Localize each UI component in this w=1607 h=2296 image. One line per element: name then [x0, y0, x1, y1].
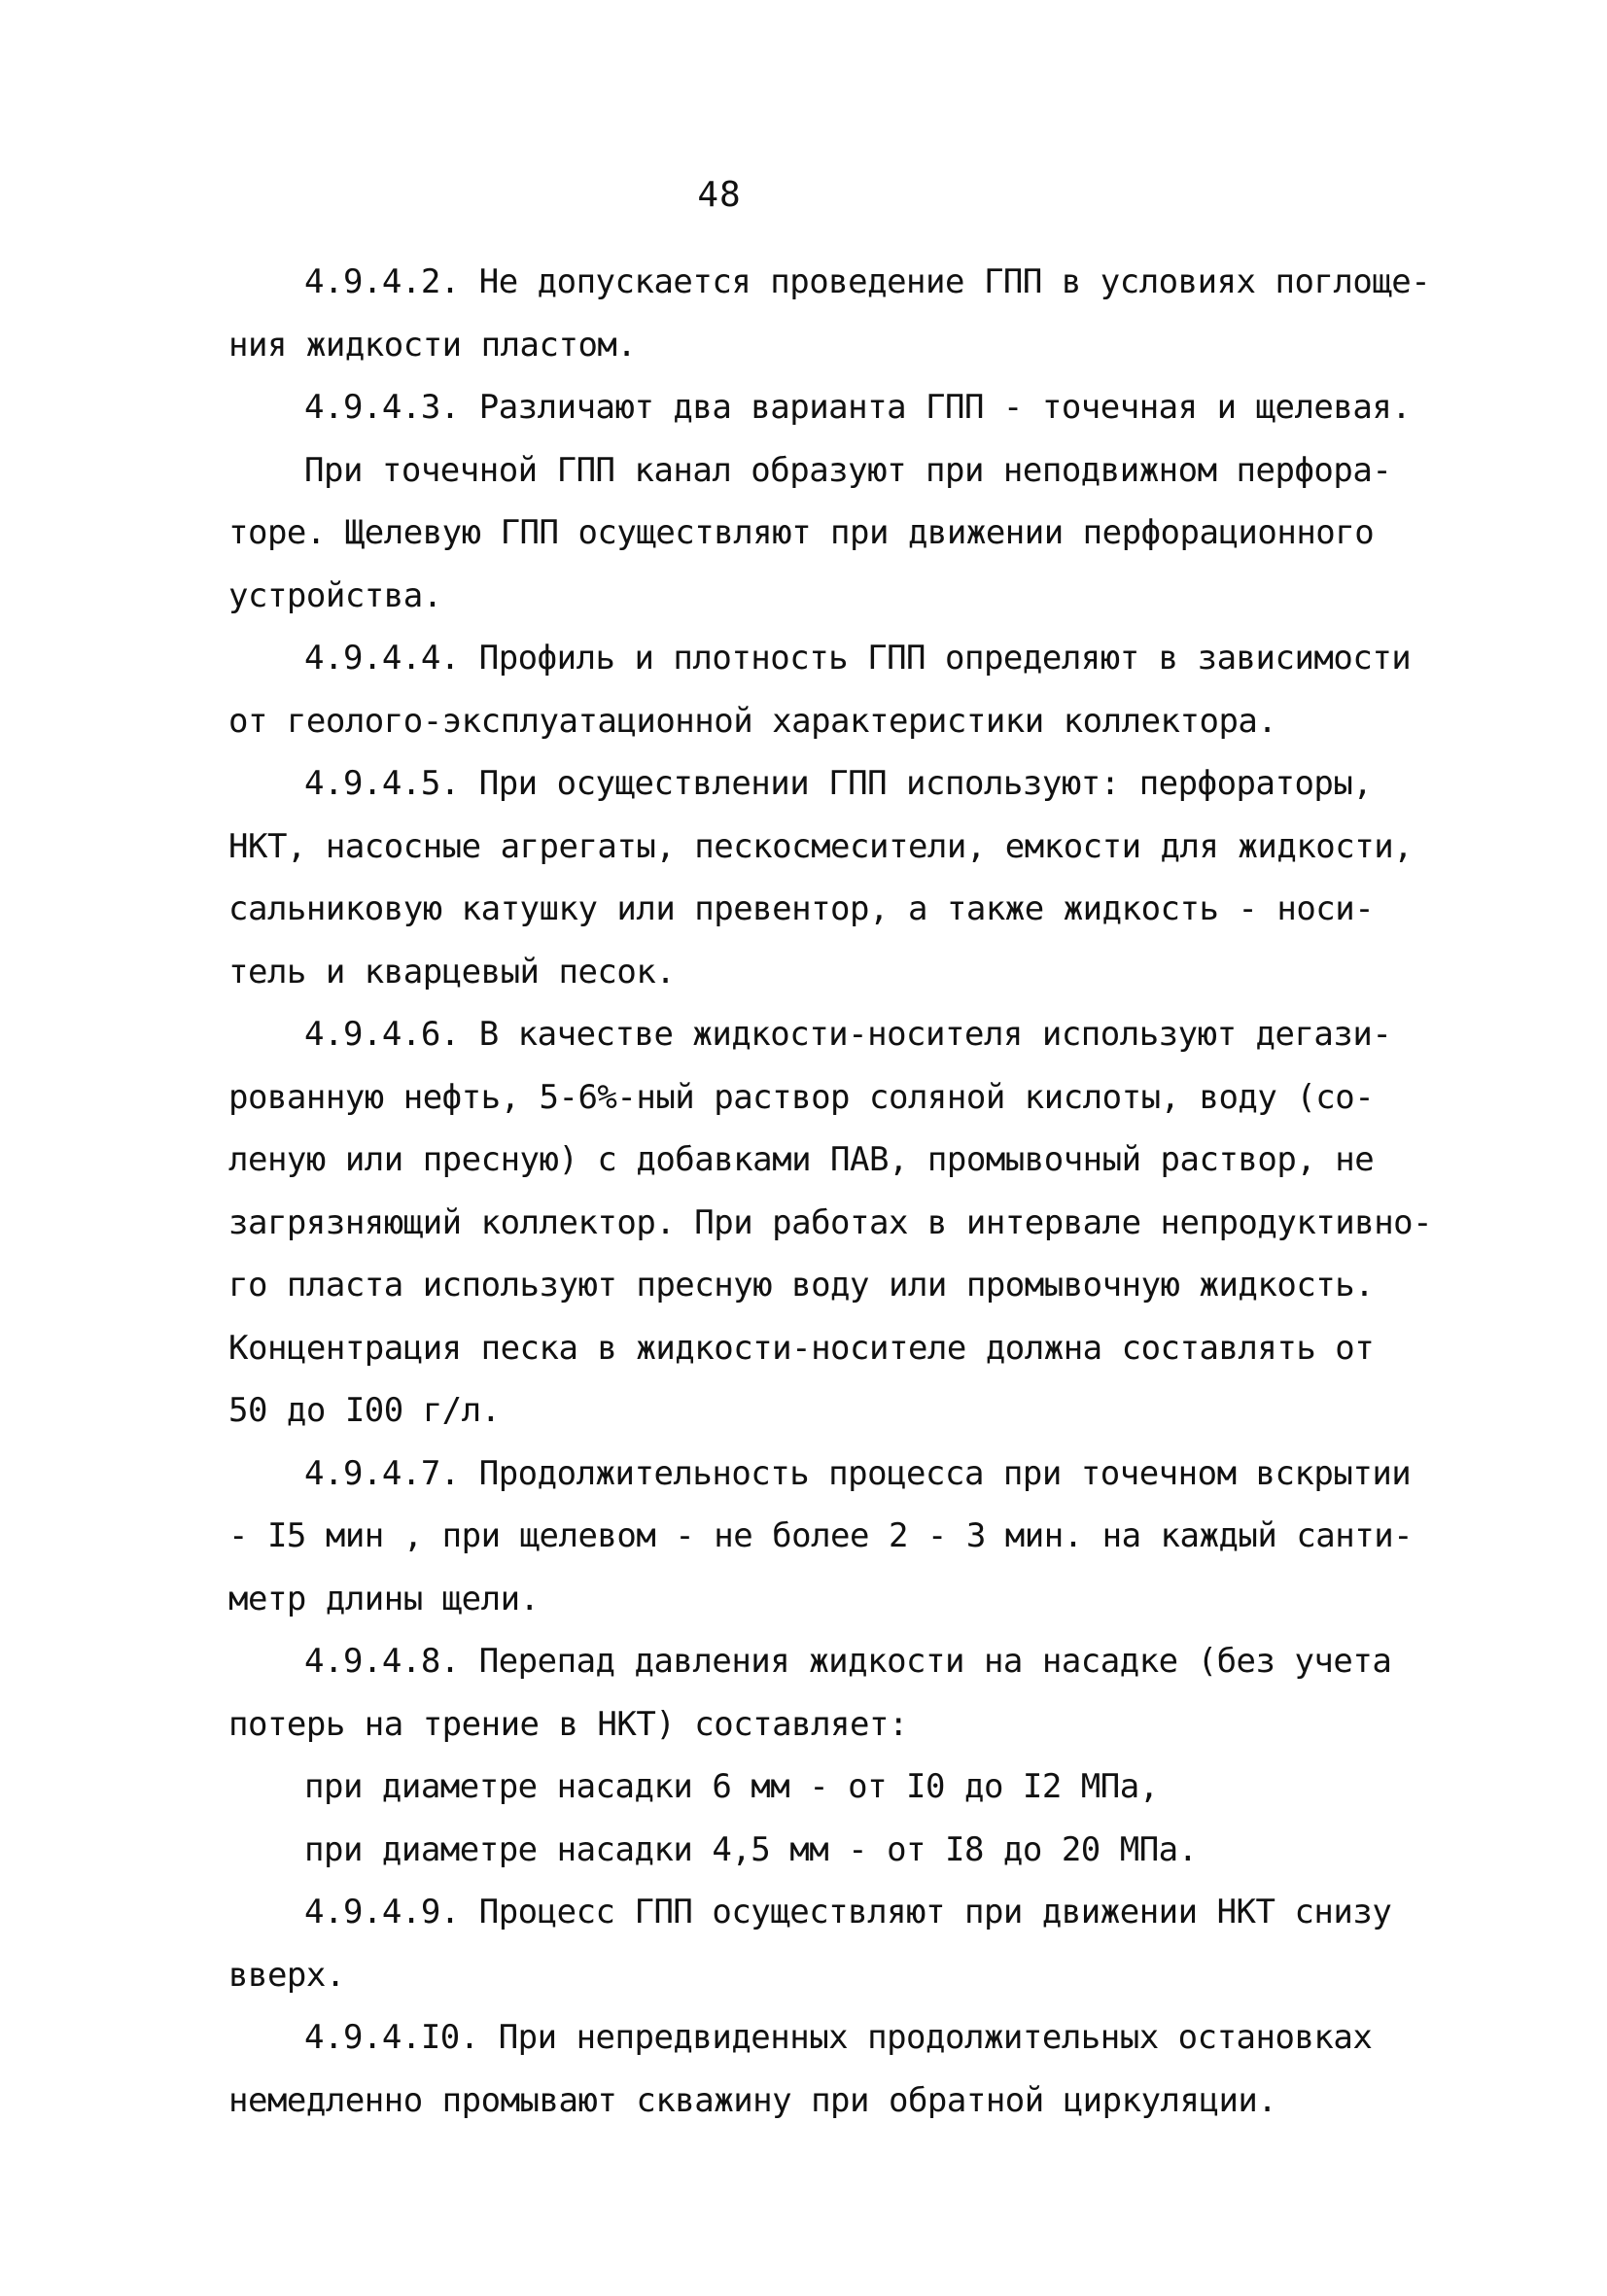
text-line: 4.9.4.2. Не допускается проведение ГПП в условиях поглоще- [304, 262, 1431, 301]
page-number: 48 [697, 175, 742, 215]
text-line: потерь на трение в НКТ) составляет: [228, 1704, 908, 1744]
text-line: немедленно промывают скважину при обратной циркуляции. [228, 2080, 1277, 2120]
text-line: го пласта используют пресную воду или промывочную жидкость. [228, 1266, 1375, 1305]
text-line: торе. Щелевую ГПП осуществляют при движении перфорационного [228, 513, 1375, 552]
text-line: тель и кварцевый песок. [228, 952, 676, 991]
text-line: метр длины щели. [228, 1579, 540, 1618]
text-line: 4.9.4.7. Продолжительность процесса при точечном вскрытии [304, 1453, 1412, 1493]
text-line: сальниковую катушку или превентор, а также жидкость - носи- [228, 889, 1375, 928]
text-line: При точечной ГПП канал образуют при неподвижном перфора- [304, 450, 1392, 490]
text-line: 4.9.4.I0. При непредвиденных продолжительных остановках [304, 2018, 1373, 2057]
text-line: при диаметре насадки 6 мм - от I0 до I2 МПа, [304, 1767, 1159, 1806]
text-line: 4.9.4.3. Различают два варианта ГПП - точечная и щелевая. [304, 388, 1412, 427]
text-line: 4.9.4.9. Процесс ГПП осуществляют при движении НКТ снизу [304, 1893, 1392, 1931]
text-line: 4.9.4.8. Перепад давления жидкости на насадке (без учета [304, 1642, 1392, 1681]
text-line: 4.9.4.6. В качестве жидкости-носителя используют дегази- [304, 1015, 1392, 1054]
text-line: НКТ, насосные агрегаты, пескосмесители, емкости для жидкости, [228, 826, 1414, 866]
text-line: от геолого-эксплуатационной характеристики коллектора. [228, 701, 1277, 741]
document-body [228, 251, 1433, 2132]
text-line: - I5 мин , при щелевом - не более 2 - 3 мин. на каждый санти- [228, 1516, 1414, 1555]
text-line: 4.9.4.5. При осуществлении ГПП используют: перфораторы, [304, 764, 1373, 803]
text-line: при диаметре насадки 4,5 мм - от I8 до 20 МПа. [304, 1829, 1198, 1869]
text-line: 50 до I00 г/л. [228, 1391, 501, 1430]
text-line: рованную нефть, 5-6%-ный раствор соляной кислоты, воду (со- [228, 1077, 1375, 1117]
text-line: ния жидкости пластом. [228, 325, 637, 365]
text-line: 4.9.4.4. Профиль и плотность ГПП определяют в зависимости [304, 639, 1412, 678]
text-line: Концентрация песка в жидкости-носителе должна составлять от [228, 1328, 1375, 1368]
text-line: леную или пресную) с добавками ПАВ, промывочный раствор, не [228, 1140, 1375, 1179]
text-line: загрязняющий коллектор. При работах в интервале непродуктивно- [228, 1202, 1433, 1242]
text-line: устройства. [228, 575, 442, 615]
text-line: вверх. [228, 1955, 345, 1995]
